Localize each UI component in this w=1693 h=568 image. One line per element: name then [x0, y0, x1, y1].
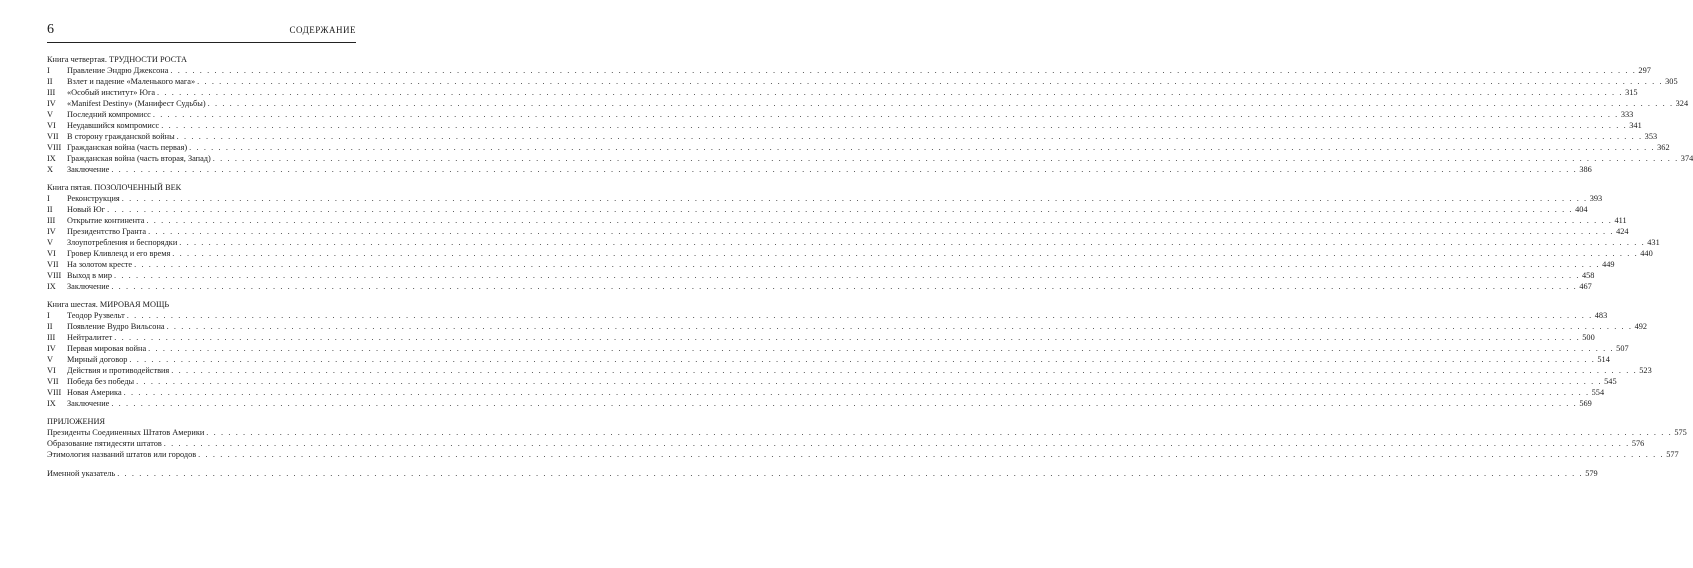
toc-entry[interactable] [47, 270, 1595, 281]
table-of-contents [47, 54, 1693, 479]
leader-dots: . . . . . . . . . . . . . . . . . . . . . . . . . . . . . . . . . . . . . . . . . . . . . . . . . . . . . . . . . . . . . . . . . . . . . . . . . . . . . . . . . . . . . . . . . . . . . . . . . . . . . . . . . . . . . . . . . . . . . . . . . . . . . . . . . . . . . . . . . . . . . . . . . . . . . . . . . . . . . . . . . . . . . . . . . . . . . . . . . . . . . . . . . . . . . . . . . . . . . . . . [114, 333, 1581, 342]
toc-entry[interactable] [47, 131, 1658, 142]
entry-page: 575 [1674, 428, 1687, 437]
appendix-entries [47, 427, 1687, 460]
entry-title: Новый Юг [67, 205, 106, 214]
chapter-number: VI [47, 366, 56, 375]
toc-entry[interactable] [47, 87, 1638, 98]
entry-title: Гражданская война (часть первая) [67, 143, 188, 152]
leader-dots: . . . . . . . . . . . . . . . . . . . . . . . . . . . . . . . . . . . . . . . . . . . . . . . . . . . . . . . . . . . . . . . . . . . . . . . . . . . . . . . . . . . . . . . . . . . . . . . . . . . . . . . . . . . . . . . . . . . . . . . . . . . . . . . . . . . . . . . . . . . . . . . . . . . . . . . . . . . . . . . . . . . . . . . . . . . . . . . . . . . . . . . . . . . . . . . . . . . . . . . . [170, 66, 1637, 75]
chapter-number: I [47, 66, 50, 75]
appendix-title: ПРИЛОЖЕНИЯ [47, 417, 106, 426]
entry-title: Мирный договор [67, 355, 128, 364]
entry-page: 424 [1616, 227, 1629, 236]
entry-page: 353 [1644, 132, 1658, 141]
page-header [47, 22, 356, 42]
toc-entry[interactable] [47, 427, 1687, 438]
appendix-section [47, 416, 1687, 460]
entry-page: 507 [1616, 344, 1629, 353]
leader-dots: . . . . . . . . . . . . . . . . . . . . . . . . . . . . . . . . . . . . . . . . . . . . . . . . . . . . . . . . . . . . . . . . . . . . . . . . . . . . . . . . . . . . . . . . . . . . . . . . . . . . . . . . . . . . . . . . . . . . . . . . . . . . . . . . . . . . . . . . . . . . . . . . . . . . . . . . . . . . . . . . . . . . . . . . . . . . . . . . . . . . . . . . . . . . . . . . . . . . . . . . [172, 249, 1639, 258]
chapter-number: I [47, 194, 50, 203]
leader-dots: . . . . . . . . . . . . . . . . . . . . . . . . . . . . . . . . . . . . . . . . . . . . . . . . . . . . . . . . . . . . . . . . . . . . . . . . . . . . . . . . . . . . . . . . . . . . . . . . . . . . . . . . . . . . . . . . . . . . . . . . . . . . . . . . . . . . . . . . . . . . . . . . . . . . . . . . . . . . . . . . . . . . . . . . . . . . . . . . . . . . . . . . . . . . . . . . . . . . . . . . [189, 143, 1656, 152]
entry-title: В сторону гражданской войны [67, 132, 175, 141]
leader-dots: . . . . . . . . . . . . . . . . . . . . . . . . . . . . . . . . . . . . . . . . . . . . . . . . . . . . . . . . . . . . . . . . . . . . . . . . . . . . . . . . . . . . . . . . . . . . . . . . . . . . . . . . . . . . . . . . . . . . . . . . . . . . . . . . . . . . . . . . . . . . . . . . . . . . . . . . . . . . . . . . . . . . . . . . . . . . . . . . . . . . . . . . . . . . . . . . . . . . . . . . [117, 469, 1584, 478]
chapter-number: VII [47, 132, 59, 141]
toc-entry[interactable] [47, 310, 1608, 321]
toc-entry[interactable] [47, 142, 1670, 153]
entry-title: Заключение [67, 399, 110, 408]
entry-page: 569 [1579, 399, 1592, 408]
toc-entry[interactable] [47, 354, 1610, 365]
toc-entry[interactable] [47, 365, 1652, 376]
book-title: Книга четвертая. ТРУДНОСТИ РОСТА [47, 55, 187, 64]
leader-dots: . . . . . . . . . . . . . . . . . . . . . . . . . . . . . . . . . . . . . . . . . . . . . . . . . . . . . . . . . . . . . . . . . . . . . . . . . . . . . . . . . . . . . . . . . . . . . . . . . . . . . . . . . . . . . . . . . . . . . . . . . . . . . . . . . . . . . . . . . . . . . . . . . . . . . . . . . . . . . . . . . . . . . . . . . . . . . . . . . . . . . . . . . . . . . . . . . . . . . . . . [123, 388, 1590, 397]
leader-dots: . . . . . . . . . . . . . . . . . . . . . . . . . . . . . . . . . . . . . . . . . . . . . . . . . . . . . . . . . . . . . . . . . . . . . . . . . . . . . . . . . . . . . . . . . . . . . . . . . . . . . . . . . . . . . . . . . . . . . . . . . . . . . . . . . . . . . . . . . . . . . . . . . . . . . . . . . . . . . . . . . . . . . . . . . . . . . . . . . . . . . . . . . . . . . . . . . . . . . . . . [148, 227, 1615, 236]
chapter-number: VI [47, 249, 56, 258]
leader-dots: . . . . . . . . . . . . . . . . . . . . . . . . . . . . . . . . . . . . . . . . . . . . . . . . . . . . . . . . . . . . . . . . . . . . . . . . . . . . . . . . . . . . . . . . . . . . . . . . . . . . . . . . . . . . . . . . . . . . . . . . . . . . . . . . . . . . . . . . . . . . . . . . . . . . . . . . . . . . . . . . . . . . . . . . . . . . . . . . . . . . . . . . . . . . . . . . . . . . . . . . [134, 260, 1601, 269]
entry-page: 431 [1647, 238, 1660, 247]
chapter-number: VII [47, 260, 59, 269]
chapter-number: IX [47, 282, 56, 291]
entry-page: 576 [1631, 439, 1645, 448]
leader-dots: . . . . . . . . . . . . . . . . . . . . . . . . . . . . . . . . . . . . . . . . . . . . . . . . . . . . . . . . . . . . . . . . . . . . . . . . . . . . . . . . . . . . . . . . . . . . . . . . . . . . . . . . . . . . . . . . . . . . . . . . . . . . . . . . . . . . . . . . . . . . . . . . . . . . . . . . . . . . . . . . . . . . . . . . . . . . . . . . . . . . . . . . . . . . . . . . . . . . . . . . [126, 311, 1593, 320]
entry-page: 297 [1638, 66, 1651, 75]
entry-title: Гровер Кливленд и его время [67, 249, 171, 258]
entry-title: Президенты Соединенных Штатов Америки [47, 428, 205, 437]
entry-page: 324 [1675, 99, 1689, 108]
toc-entry[interactable] [47, 343, 1629, 354]
leader-dots: . . . . . . . . . . . . . . . . . . . . . . . . . . . . . . . . . . . . . . . . . . . . . . . . . . . . . . . . . . . . . . . . . . . . . . . . . . . . . . . . . . . . . . . . . . . . . . . . . . . . . . . . . . . . . . . . . . . . . . . . . . . . . . . . . . . . . . . . . . . . . . . . . . . . . . . . . . . . . . . . . . . . . . . . . . . . . . . . . . . . . . . . . . . . . . . . . . . . . . . . [207, 99, 1674, 108]
entry-page: 341 [1629, 121, 1642, 130]
entry-title: Открытие континента [67, 216, 145, 225]
book-section [47, 299, 1652, 409]
toc-entry[interactable] [47, 98, 1689, 109]
leader-dots: . . . . . . . . . . . . . . . . . . . . . . . . . . . . . . . . . . . . . . . . . . . . . . . . . . . . . . . . . . . . . . . . . . . . . . . . . . . . . . . . . . . . . . . . . . . . . . . . . . . . . . . . . . . . . . . . . . . . . . . . . . . . . . . . . . . . . . . . . . . . . . . . . . . . . . . . . . . . . . . . . . . . . . . . . . . . . . . . . . . . . . . . . . . . . . . . . . . . . . . . [129, 355, 1596, 364]
leader-dots: . . . . . . . . . . . . . . . . . . . . . . . . . . . . . . . . . . . . . . . . . . . . . . . . . . . . . . . . . . . . . . . . . . . . . . . . . . . . . . . . . . . . . . . . . . . . . . . . . . . . . . . . . . . . . . . . . . . . . . . . . . . . . . . . . . . . . . . . . . . . . . . . . . . . . . . . . . . . . . . . . . . . . . . . . . . . . . . . . . . . . . . . . . . . . . . . . . . . . . . . [198, 450, 1665, 459]
entry-title: Взлет и падение «Маленького мага» [67, 77, 196, 86]
index-entry[interactable] [47, 468, 1598, 479]
leader-dots: . . . . . . . . . . . . . . . . . . . . . . . . . . . . . . . . . . . . . . . . . . . . . . . . . . . . . . . . . . . . . . . . . . . . . . . . . . . . . . . . . . . . . . . . . . . . . . . . . . . . . . . . . . . . . . . . . . . . . . . . . . . . . . . . . . . . . . . . . . . . . . . . . . . . . . . . . . . . . . . . . . . . . . . . . . . . . . . . . . . . . . . . . . . . . . . . . . . . . . . . [212, 154, 1679, 163]
leader-dots: . . . . . . . . . . . . . . . . . . . . . . . . . . . . . . . . . . . . . . . . . . . . . . . . . . . . . . . . . . . . . . . . . . . . . . . . . . . . . . . . . . . . . . . . . . . . . . . . . . . . . . . . . . . . . . . . . . . . . . . . . . . . . . . . . . . . . . . . . . . . . . . . . . . . . . . . . . . . . . . . . . . . . . . . . . . . . . . . . . . . . . . . . . . . . . . . . . . . . . . . [146, 216, 1613, 225]
toc-entry[interactable] [47, 449, 1679, 460]
chapter-number: VIII [47, 271, 62, 280]
book-title: Книга пятая. ПОЗОЛОЧЕННЫЙ ВЕК [47, 183, 182, 192]
entry-page: 440 [1640, 249, 1653, 258]
chapter-number: IV [47, 344, 56, 353]
toc-entry[interactable] [47, 376, 1617, 387]
toc-entry[interactable] [47, 164, 1592, 175]
entry-title: Президентство Гранта [67, 227, 147, 236]
entry-title: Первая мировая война [67, 344, 147, 353]
toc-entry[interactable] [47, 120, 1642, 131]
toc-entry[interactable] [47, 226, 1629, 237]
entry-title: Правление Эндрю Джексона [67, 66, 169, 75]
chapter-number: V [47, 238, 53, 247]
entry-title: «Manifest Destiny» (Манифест Судьбы) [67, 99, 206, 108]
toc-entry[interactable] [47, 281, 1592, 292]
entry-page: 500 [1582, 333, 1595, 342]
chapter-number: V [47, 110, 53, 119]
entry-page: 545 [1604, 377, 1617, 386]
entry-page: 554 [1591, 388, 1605, 397]
leader-dots: . . . . . . . . . . . . . . . . . . . . . . . . . . . . . . . . . . . . . . . . . . . . . . . . . . . . . . . . . . . . . . . . . . . . . . . . . . . . . . . . . . . . . . . . . . . . . . . . . . . . . . . . . . . . . . . . . . . . . . . . . . . . . . . . . . . . . . . . . . . . . . . . . . . . . . . . . . . . . . . . . . . . . . . . . . . . . . . . . . . . . . . . . . . . . . . . . . . . . . . . [148, 344, 1615, 353]
entry-title: Именной указатель [47, 469, 116, 478]
leader-dots: . . . . . . . . . . . . . . . . . . . . . . . . . . . . . . . . . . . . . . . . . . . . . . . . . . . . . . . . . . . . . . . . . . . . . . . . . . . . . . . . . . . . . . . . . . . . . . . . . . . . . . . . . . . . . . . . . . . . . . . . . . . . . . . . . . . . . . . . . . . . . . . . . . . . . . . . . . . . . . . . . . . . . . . . . . . . . . . . . . . . . . . . . . . . . . . . . . . . . . . . [171, 366, 1638, 375]
chapter-number: IX [47, 154, 56, 163]
entry-title: Реконструкция [67, 194, 120, 203]
entry-title: Гражданская война (часть вторая, Запад) [67, 154, 211, 163]
leader-dots: . . . . . . . . . . . . . . . . . . . . . . . . . . . . . . . . . . . . . . . . . . . . . . . . . . . . . . . . . . . . . . . . . . . . . . . . . . . . . . . . . . . . . . . . . . . . . . . . . . . . . . . . . . . . . . . . . . . . . . . . . . . . . . . . . . . . . . . . . . . . . . . . . . . . . . . . . . . . . . . . . . . . . . . . . . . . . . . . . . . . . . . . . . . . . . . . . . . . . . . . [179, 238, 1646, 247]
entry-title: На золотом кресте [67, 260, 133, 269]
leader-dots: . . . . . . . . . . . . . . . . . . . . . . . . . . . . . . . . . . . . . . . . . . . . . . . . . . . . . . . . . . . . . . . . . . . . . . . . . . . . . . . . . . . . . . . . . . . . . . . . . . . . . . . . . . . . . . . . . . . . . . . . . . . . . . . . . . . . . . . . . . . . . . . . . . . . . . . . . . . . . . . . . . . . . . . . . . . . . . . . . . . . . . . . . . . . . . . . . . . . . . . . [107, 205, 1574, 214]
entry-title: Действия и противодействия [67, 366, 170, 375]
toc-entry[interactable] [47, 109, 1634, 120]
leader-dots: . . . . . . . . . . . . . . . . . . . . . . . . . . . . . . . . . . . . . . . . . . . . . . . . . . . . . . . . . . . . . . . . . . . . . . . . . . . . . . . . . . . . . . . . . . . . . . . . . . . . . . . . . . . . . . . . . . . . . . . . . . . . . . . . . . . . . . . . . . . . . . . . . . . . . . . . . . . . . . . . . . . . . . . . . . . . . . . . . . . . . . . . . . . . . . . . . . . . . . . . [111, 282, 1578, 291]
leader-dots: . . . . . . . . . . . . . . . . . . . . . . . . . . . . . . . . . . . . . . . . . . . . . . . . . . . . . . . . . . . . . . . . . . . . . . . . . . . . . . . . . . . . . . . . . . . . . . . . . . . . . . . . . . . . . . . . . . . . . . . . . . . . . . . . . . . . . . . . . . . . . . . . . . . . . . . . . . . . . . . . . . . . . . . . . . . . . . . . . . . . . . . . . . . . . . . . . . . . . . . . [176, 132, 1643, 141]
toc-entry[interactable] [47, 248, 1653, 259]
entry-title: Заключение [67, 165, 110, 174]
header-rule [47, 42, 356, 43]
page-number: 6 [47, 22, 54, 37]
entry-page: 577 [1666, 450, 1679, 459]
entry-page: 374 [1680, 154, 1693, 163]
entry-page: 523 [1639, 366, 1652, 375]
running-title: СОДЕРЖАНИЕ [289, 25, 356, 35]
entry-page: 483 [1594, 311, 1608, 320]
entry-title: Заключение [67, 282, 110, 291]
entry-title: Неудавшийся компромисс [67, 121, 160, 130]
entry-page: 404 [1575, 205, 1588, 214]
entry-page: 467 [1579, 282, 1592, 291]
toc-entry[interactable] [47, 237, 1660, 248]
book-section [47, 54, 1693, 175]
entry-page: 393 [1589, 194, 1603, 203]
leader-dots: . . . . . . . . . . . . . . . . . . . . . . . . . . . . . . . . . . . . . . . . . . . . . . . . . . . . . . . . . . . . . . . . . . . . . . . . . . . . . . . . . . . . . . . . . . . . . . . . . . . . . . . . . . . . . . . . . . . . . . . . . . . . . . . . . . . . . . . . . . . . . . . . . . . . . . . . . . . . . . . . . . . . . . . . . . . . . . . . . . . . . . . . . . . . . . . . . . . . . . . . [166, 322, 1633, 331]
leader-dots: . . . . . . . . . . . . . . . . . . . . . . . . . . . . . . . . . . . . . . . . . . . . . . . . . . . . . . . . . . . . . . . . . . . . . . . . . . . . . . . . . . . . . . . . . . . . . . . . . . . . . . . . . . . . . . . . . . . . . . . . . . . . . . . . . . . . . . . . . . . . . . . . . . . . . . . . . . . . . . . . . . . . . . . . . . . . . . . . . . . . . . . . . . . . . . . . . . . . . . . . [136, 377, 1603, 386]
leader-dots: . . . . . . . . . . . . . . . . . . . . . . . . . . . . . . . . . . . . . . . . . . . . . . . . . . . . . . . . . . . . . . . . . . . . . . . . . . . . . . . . . . . . . . . . . . . . . . . . . . . . . . . . . . . . . . . . . . . . . . . . . . . . . . . . . . . . . . . . . . . . . . . . . . . . . . . . . . . . . . . . . . . . . . . . . . . . . . . . . . . . . . . . . . . . . . . . . . . . . . . . [111, 165, 1578, 174]
chapter-number: II [47, 322, 53, 331]
entry-page: 458 [1582, 271, 1595, 280]
entry-title: Победа без победы [67, 377, 135, 386]
toc-entry[interactable] [47, 65, 1651, 76]
book-title: Книга шестая. МИРОВАЯ МОЩЬ [47, 300, 170, 309]
chapter-number: III [47, 216, 56, 225]
entry-page: 492 [1634, 322, 1648, 331]
books-list [47, 54, 1693, 409]
chapter-number: II [47, 205, 53, 214]
entry-title: Теодор Рузвельт [67, 311, 125, 320]
toc-entry[interactable] [47, 398, 1592, 409]
entry-page: 411 [1614, 216, 1627, 225]
chapter-number: VII [47, 377, 59, 386]
entry-page: 386 [1579, 165, 1592, 174]
toc-entry[interactable] [47, 153, 1693, 164]
entry-title: Новая Америка [67, 388, 122, 397]
entry-title: Выход в мир [67, 271, 112, 280]
toc-entry[interactable] [47, 321, 1648, 332]
chapter-number: IV [47, 227, 56, 236]
chapter-number: II [47, 77, 53, 86]
toc-entry[interactable] [47, 204, 1588, 215]
entry-title: Появление Вудро Вильсона [67, 322, 165, 331]
chapter-number: VIII [47, 143, 62, 152]
entry-page: 333 [1620, 110, 1634, 119]
entry-title: «Особый институт» Юга [67, 88, 156, 97]
toc-entry[interactable] [47, 332, 1595, 343]
leader-dots: . . . . . . . . . . . . . . . . . . . . . . . . . . . . . . . . . . . . . . . . . . . . . . . . . . . . . . . . . . . . . . . . . . . . . . . . . . . . . . . . . . . . . . . . . . . . . . . . . . . . . . . . . . . . . . . . . . . . . . . . . . . . . . . . . . . . . . . . . . . . . . . . . . . . . . . . . . . . . . . . . . . . . . . . . . . . . . . . . . . . . . . . . . . . . . . . . . . . . . . . [121, 194, 1588, 203]
entry-title: Этимология названий штатов или городов [47, 450, 197, 459]
entry-page: 579 [1585, 469, 1598, 478]
toc-entry[interactable] [47, 193, 1603, 204]
entry-title: Злоупотребления и беспорядки [67, 238, 178, 247]
chapter-number: III [47, 333, 56, 342]
leader-dots: . . . . . . . . . . . . . . . . . . . . . . . . . . . . . . . . . . . . . . . . . . . . . . . . . . . . . . . . . . . . . . . . . . . . . . . . . . . . . . . . . . . . . . . . . . . . . . . . . . . . . . . . . . . . . . . . . . . . . . . . . . . . . . . . . . . . . . . . . . . . . . . . . . . . . . . . . . . . . . . . . . . . . . . . . . . . . . . . . . . . . . . . . . . . . . . . . . . . . . . . [163, 439, 1630, 448]
entry-page: 514 [1597, 355, 1610, 364]
leader-dots: . . . . . . . . . . . . . . . . . . . . . . . . . . . . . . . . . . . . . . . . . . . . . . . . . . . . . . . . . . . . . . . . . . . . . . . . . . . . . . . . . . . . . . . . . . . . . . . . . . . . . . . . . . . . . . . . . . . . . . . . . . . . . . . . . . . . . . . . . . . . . . . . . . . . . . . . . . . . . . . . . . . . . . . . . . . . . . . . . . . . . . . . . . . . . . . . . . . . . . . . [113, 271, 1580, 280]
entry-page: 449 [1602, 260, 1615, 269]
chapter-number: III [47, 88, 56, 97]
chapter-number: IV [47, 99, 56, 108]
entry-title: Нейтралитет [67, 333, 113, 342]
toc-entry[interactable] [47, 76, 1678, 87]
leader-dots: . . . . . . . . . . . . . . . . . . . . . . . . . . . . . . . . . . . . . . . . . . . . . . . . . . . . . . . . . . . . . . . . . . . . . . . . . . . . . . . . . . . . . . . . . . . . . . . . . . . . . . . . . . . . . . . . . . . . . . . . . . . . . . . . . . . . . . . . . . . . . . . . . . . . . . . . . . . . . . . . . . . . . . . . . . . . . . . . . . . . . . . . . . . . . . . . . . . . . . . . [197, 77, 1664, 86]
toc-entry[interactable] [47, 259, 1615, 270]
leader-dots: . . . . . . . . . . . . . . . . . . . . . . . . . . . . . . . . . . . . . . . . . . . . . . . . . . . . . . . . . . . . . . . . . . . . . . . . . . . . . . . . . . . . . . . . . . . . . . . . . . . . . . . . . . . . . . . . . . . . . . . . . . . . . . . . . . . . . . . . . . . . . . . . . . . . . . . . . . . . . . . . . . . . . . . . . . . . . . . . . . . . . . . . . . . . . . . . . . . . . . . . [111, 399, 1578, 408]
chapter-number: V [47, 355, 53, 364]
leader-dots: . . . . . . . . . . . . . . . . . . . . . . . . . . . . . . . . . . . . . . . . . . . . . . . . . . . . . . . . . . . . . . . . . . . . . . . . . . . . . . . . . . . . . . . . . . . . . . . . . . . . . . . . . . . . . . . . . . . . . . . . . . . . . . . . . . . . . . . . . . . . . . . . . . . . . . . . . . . . . . . . . . . . . . . . . . . . . . . . . . . . . . . . . . . . . . . . . . . . . . . . [161, 121, 1628, 130]
entry-page: 305 [1665, 77, 1678, 86]
book-section [47, 182, 1660, 292]
entry-title: Образование пятидесяти штатов [47, 439, 162, 448]
chapter-number: I [47, 311, 50, 320]
leader-dots: . . . . . . . . . . . . . . . . . . . . . . . . . . . . . . . . . . . . . . . . . . . . . . . . . . . . . . . . . . . . . . . . . . . . . . . . . . . . . . . . . . . . . . . . . . . . . . . . . . . . . . . . . . . . . . . . . . . . . . . . . . . . . . . . . . . . . . . . . . . . . . . . . . . . . . . . . . . . . . . . . . . . . . . . . . . . . . . . . . . . . . . . . . . . . . . . . . . . . . . . [152, 110, 1619, 119]
entry-page: 315 [1625, 88, 1638, 97]
chapter-number: X [47, 165, 53, 174]
leader-dots: . . . . . . . . . . . . . . . . . . . . . . . . . . . . . . . . . . . . . . . . . . . . . . . . . . . . . . . . . . . . . . . . . . . . . . . . . . . . . . . . . . . . . . . . . . . . . . . . . . . . . . . . . . . . . . . . . . . . . . . . . . . . . . . . . . . . . . . . . . . . . . . . . . . . . . . . . . . . . . . . . . . . . . . . . . . . . . . . . . . . . . . . . . . . . . . . . . . . . . . . [157, 88, 1624, 97]
entry-title: Последний компромисс [67, 110, 151, 119]
toc-entry[interactable] [47, 438, 1645, 449]
toc-entry[interactable] [47, 215, 1627, 226]
chapter-number: IX [47, 399, 56, 408]
toc-entry[interactable] [47, 387, 1605, 398]
leader-dots: . . . . . . . . . . . . . . . . . . . . . . . . . . . . . . . . . . . . . . . . . . . . . . . . . . . . . . . . . . . . . . . . . . . . . . . . . . . . . . . . . . . . . . . . . . . . . . . . . . . . . . . . . . . . . . . . . . . . . . . . . . . . . . . . . . . . . . . . . . . . . . . . . . . . . . . . . . . . . . . . . . . . . . . . . . . . . . . . . . . . . . . . . . . . . . . . . . . . . . . . [206, 428, 1673, 437]
chapter-number: VIII [47, 388, 62, 397]
chapter-number: VI [47, 121, 56, 130]
entry-page: 362 [1657, 143, 1670, 152]
